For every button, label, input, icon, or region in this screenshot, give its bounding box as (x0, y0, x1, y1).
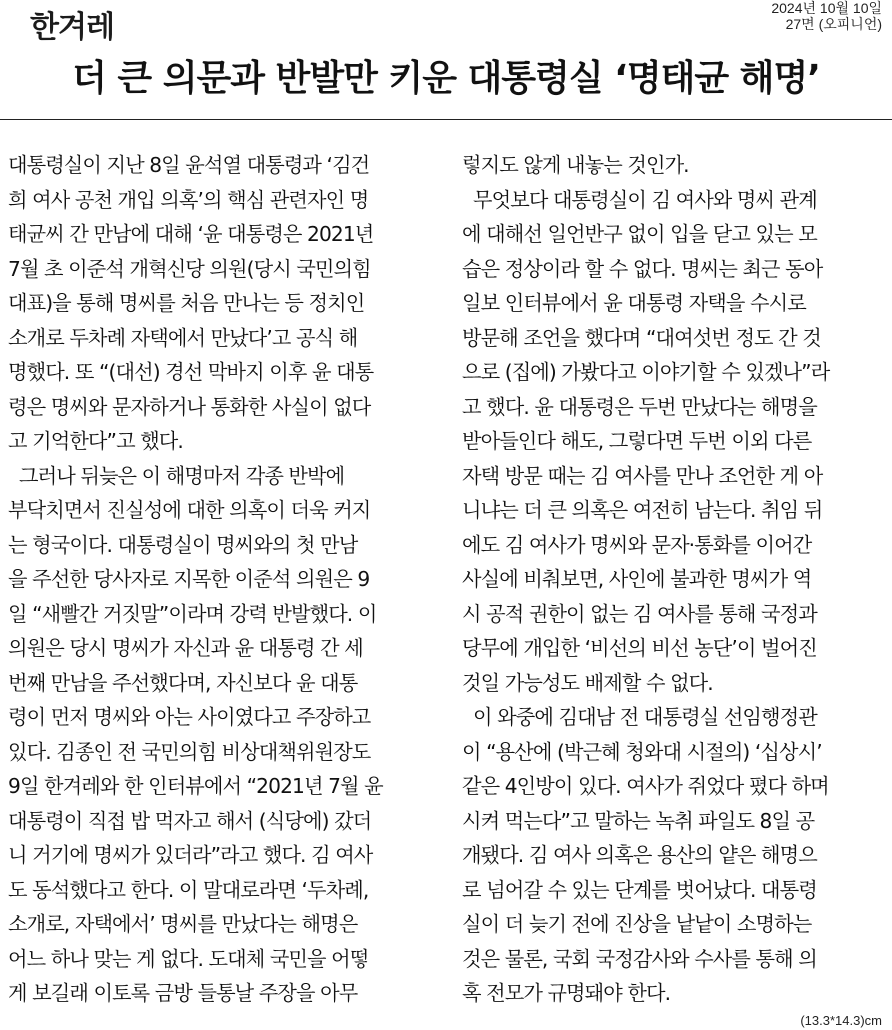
article-text-line: 고 했다. 윤 대통령은 두번 만났다는 해명을 (462, 394, 817, 419)
article-text-line: 고 기억한다”고 했다. (8, 429, 183, 453)
article-text-line: 혹 전모가 규명돼야 한다. (462, 981, 671, 1005)
publication-date: 2024년 10월 10일 (771, 0, 882, 16)
article-text-line: 대통령이 직접 밥 먹자고 해서 (식당에) 갔더 (8, 808, 372, 833)
article-text-line: 으로 (집에) 가봤다고 이야기할 수 있겠나”라 (462, 360, 830, 384)
article-text-line: 령이 먼저 명씨와 아는 사이였다고 주장하고 (8, 705, 371, 729)
article-text-line: 대표)을 통해 명씨를 처음 만나는 등 정치인 (8, 291, 365, 315)
article-text-line: 습은 정상이라 할 수 없다. 명씨는 최근 동아 (462, 256, 823, 281)
article-text-line: 는 형국이다. 대통령실이 명씨와의 첫 만남 (8, 532, 358, 557)
article-text-line: 이 “용산에 (박근혜 청와대 시절의) ‘십상시’ (462, 739, 822, 764)
article-text-line: 7월 초 이준석 개혁신당 의원(당시 국민의힘 (8, 256, 371, 281)
clipping-size-note: (13.3*14.3)cm (800, 1013, 882, 1028)
article-text-line: 희 여사 공천 개입 의혹’의 핵심 관련자인 명 (8, 187, 369, 212)
article-text-line: 자택 방문 때는 김 여사를 만나 조언한 게 아 (462, 463, 823, 488)
article-text-line: 이 와중에 김대남 전 대통령실 선임행정관 (462, 705, 817, 729)
article-text-line: 있다. 김종인 전 국민의힘 비상대책위원장도 (8, 739, 371, 764)
masthead-logo: 한겨레 (30, 10, 114, 45)
article-text-line: 당무에 개입한 ‘비선의 비선 농단’이 벌어진 (462, 636, 817, 660)
article-headline: 더 큰 의문과 반발만 키운 대통령실 ‘명태균 해명’ (72, 58, 820, 99)
article-text-line: 개됐다. 김 여사 의혹은 용산의 얕은 해명으 (462, 843, 817, 867)
article-text-line: 을 주선한 당사자로 지목한 이준석 의원은 9 (8, 567, 370, 591)
article-text-line: 니 거기에 명씨가 있더라”라고 했다. 김 여사 (8, 843, 373, 867)
article-column-right (462, 148, 890, 1011)
article-text-line: 사실에 비춰보면, 사인에 불과한 명씨가 역 (462, 567, 812, 591)
article-text-line: 실이 더 늦기 전에 진상을 낱낱이 소명하는 (462, 912, 812, 936)
article-text-line: 것은 물론, 국회 국정감사와 수사를 통해 의 (462, 946, 817, 971)
article-text-line: 로 넘어갈 수 있는 단계를 벗어났다. 대통령 (462, 877, 817, 902)
article-text-line: 받아들인다 해도, 그렇다면 두번 이외 다른 (462, 429, 812, 453)
article-text-line: 명했다. 또 “(대선) 경선 막바지 이후 윤 대통 (8, 360, 374, 384)
article-text-line: 일 “새빨간 거짓말”이라며 강력 반발했다. 이 (8, 601, 377, 626)
article-text-line: 소개로, 자택에서’ 명씨를 만났다는 해명은 (8, 912, 358, 936)
article-text-line: 것일 가능성도 배제할 수 없다. (462, 670, 713, 695)
article-meta (771, 0, 882, 32)
article-text-line: 어느 하나 맞는 게 없다. 도대체 국민을 어떻 (8, 946, 369, 971)
article-text-line: 에도 김 여사가 명씨와 문자·통화를 이어간 (462, 532, 812, 557)
article-text-line: 도 동석했다고 한다. 이 말대로라면 ‘두차례, (8, 877, 369, 902)
article-text-line: 에 대해선 일언반구 없이 입을 닫고 있는 모 (462, 222, 817, 246)
article-text-line: 9일 한겨레와 한 인터뷰에서 “2021년 7월 윤 (8, 774, 383, 798)
article-column-left (8, 148, 438, 1011)
article-text-line: 방문해 조언을 했다며 “대여섯번 정도 간 것 (462, 325, 821, 350)
article-text-line: 시켜 먹는다”고 말하는 녹취 파일도 8일 공 (462, 808, 815, 833)
article-text-line: 일보 인터뷰에서 윤 대통령 자택을 수시로 (462, 291, 806, 315)
article-text-line: 의원은 당시 명씨가 자신과 윤 대통령 간 세 (8, 636, 363, 660)
article-text-line: 게 보길래 이토록 금방 들통날 주장을 아무 (8, 981, 358, 1005)
article-text-line: 렇지도 않게 내놓는 것인가. (462, 153, 689, 177)
article-text-line: 부닥치면서 진실성에 대한 의혹이 더욱 커지 (8, 498, 371, 522)
article-text-line: 대통령실이 지난 8일 윤석열 대통령과 ‘김건 (8, 153, 370, 177)
article-text-line: 태균씨 간 만남에 대해 ‘윤 대통령은 2021년 (8, 222, 374, 246)
headline-divider (0, 119, 892, 120)
article-text-line: 니냐는 더 큰 의혹은 여전히 남는다. 취임 뒤 (462, 498, 823, 522)
article-text-line: 소개로 두차례 자택에서 만났다’고 공식 해 (8, 325, 358, 350)
article-text-line: 무엇보다 대통령실이 김 여사와 명씨 관계 (462, 187, 817, 212)
article-text-line: 번째 만남을 주선했다며, 자신보다 윤 대통 (8, 670, 358, 695)
article-text-line: 같은 4인방이 있다. 여사가 쥐었다 폈다 하며 (462, 774, 829, 798)
article-text-line: 시 공적 권한이 없는 김 여사를 통해 국정과 (462, 601, 817, 626)
page-section: 27면 (오피니언) (785, 16, 882, 32)
article-text-line: 그러나 뒤늦은 이 해명마저 각종 반박에 (8, 463, 345, 488)
article-text-line: 령은 명씨와 문자하거나 통화한 사실이 없다 (8, 394, 371, 419)
